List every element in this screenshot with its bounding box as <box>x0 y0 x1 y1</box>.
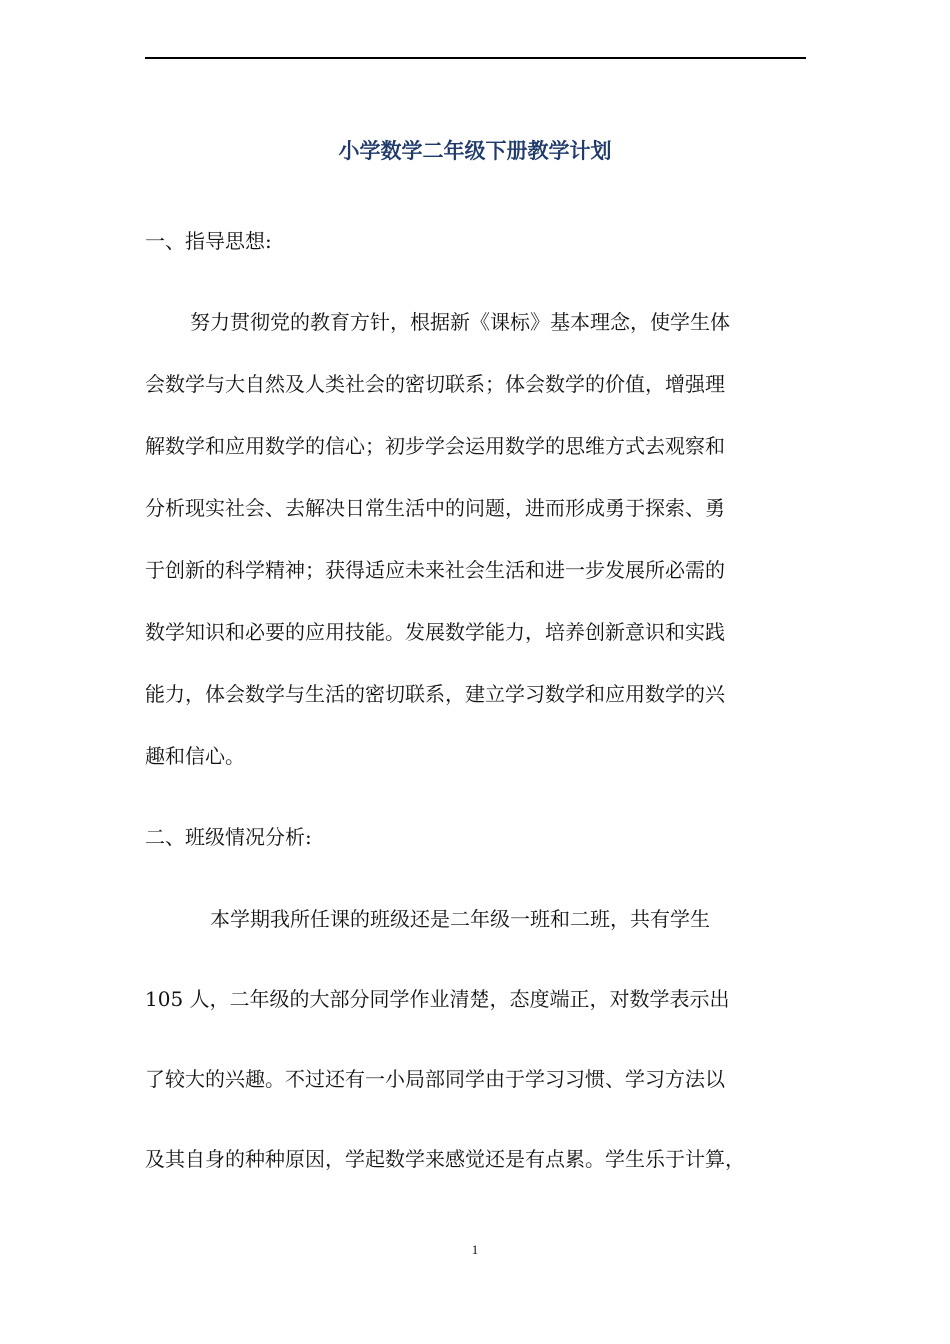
paragraph-line: 本学期我所任课的班级还是二年级一班和二班，共有学生 <box>210 907 710 931</box>
paragraph-line: 解数学和应用数学的信心；初步学会运用数学的思维方式去观察和 <box>145 434 725 458</box>
section-heading-class-analysis: 二、班级情况分析: <box>145 825 312 849</box>
document-title: 小学数学二年级下册教学计划 <box>338 139 612 163</box>
page-number: 1 <box>471 1242 479 1257</box>
paragraph-line: 能力，体会数学与生活的密切联系，建立学习数学和应用数学的兴 <box>145 682 725 706</box>
paragraph-line: 趣和信心。 <box>145 744 245 768</box>
paragraph-line: 分析现实社会、去解决日常生活中的问题，进而形成勇于探索、勇 <box>145 496 725 520</box>
paragraph-line: 105 人，二年级的大部分同学作业清楚，态度端正，对数学表示出 <box>145 987 730 1011</box>
section-heading-guiding-ideology: 一、指导思想: <box>145 229 272 253</box>
paragraph-line: 会数学与大自然及人类社会的密切联系；体会数学的价值，增强理 <box>145 372 725 396</box>
paragraph-line: 数学知识和必要的应用技能。发展数学能力，培养创新意识和实践 <box>145 620 725 644</box>
paragraph-line: 了较大的兴趣。不过还有一小局部同学由于学习习惯、学习方法以 <box>145 1067 725 1091</box>
paragraph-line: 努力贯彻党的教育方针，根据新《课标》基本理念，使学生体 <box>190 310 730 334</box>
paragraph-line: 于创新的科学精神；获得适应未来社会生活和进一步发展所必需的 <box>145 558 725 582</box>
paragraph-line: 及其自身的种种原因，学起数学来感觉还是有点累。学生乐于计算， <box>145 1147 745 1171</box>
header-rule <box>145 57 806 59</box>
